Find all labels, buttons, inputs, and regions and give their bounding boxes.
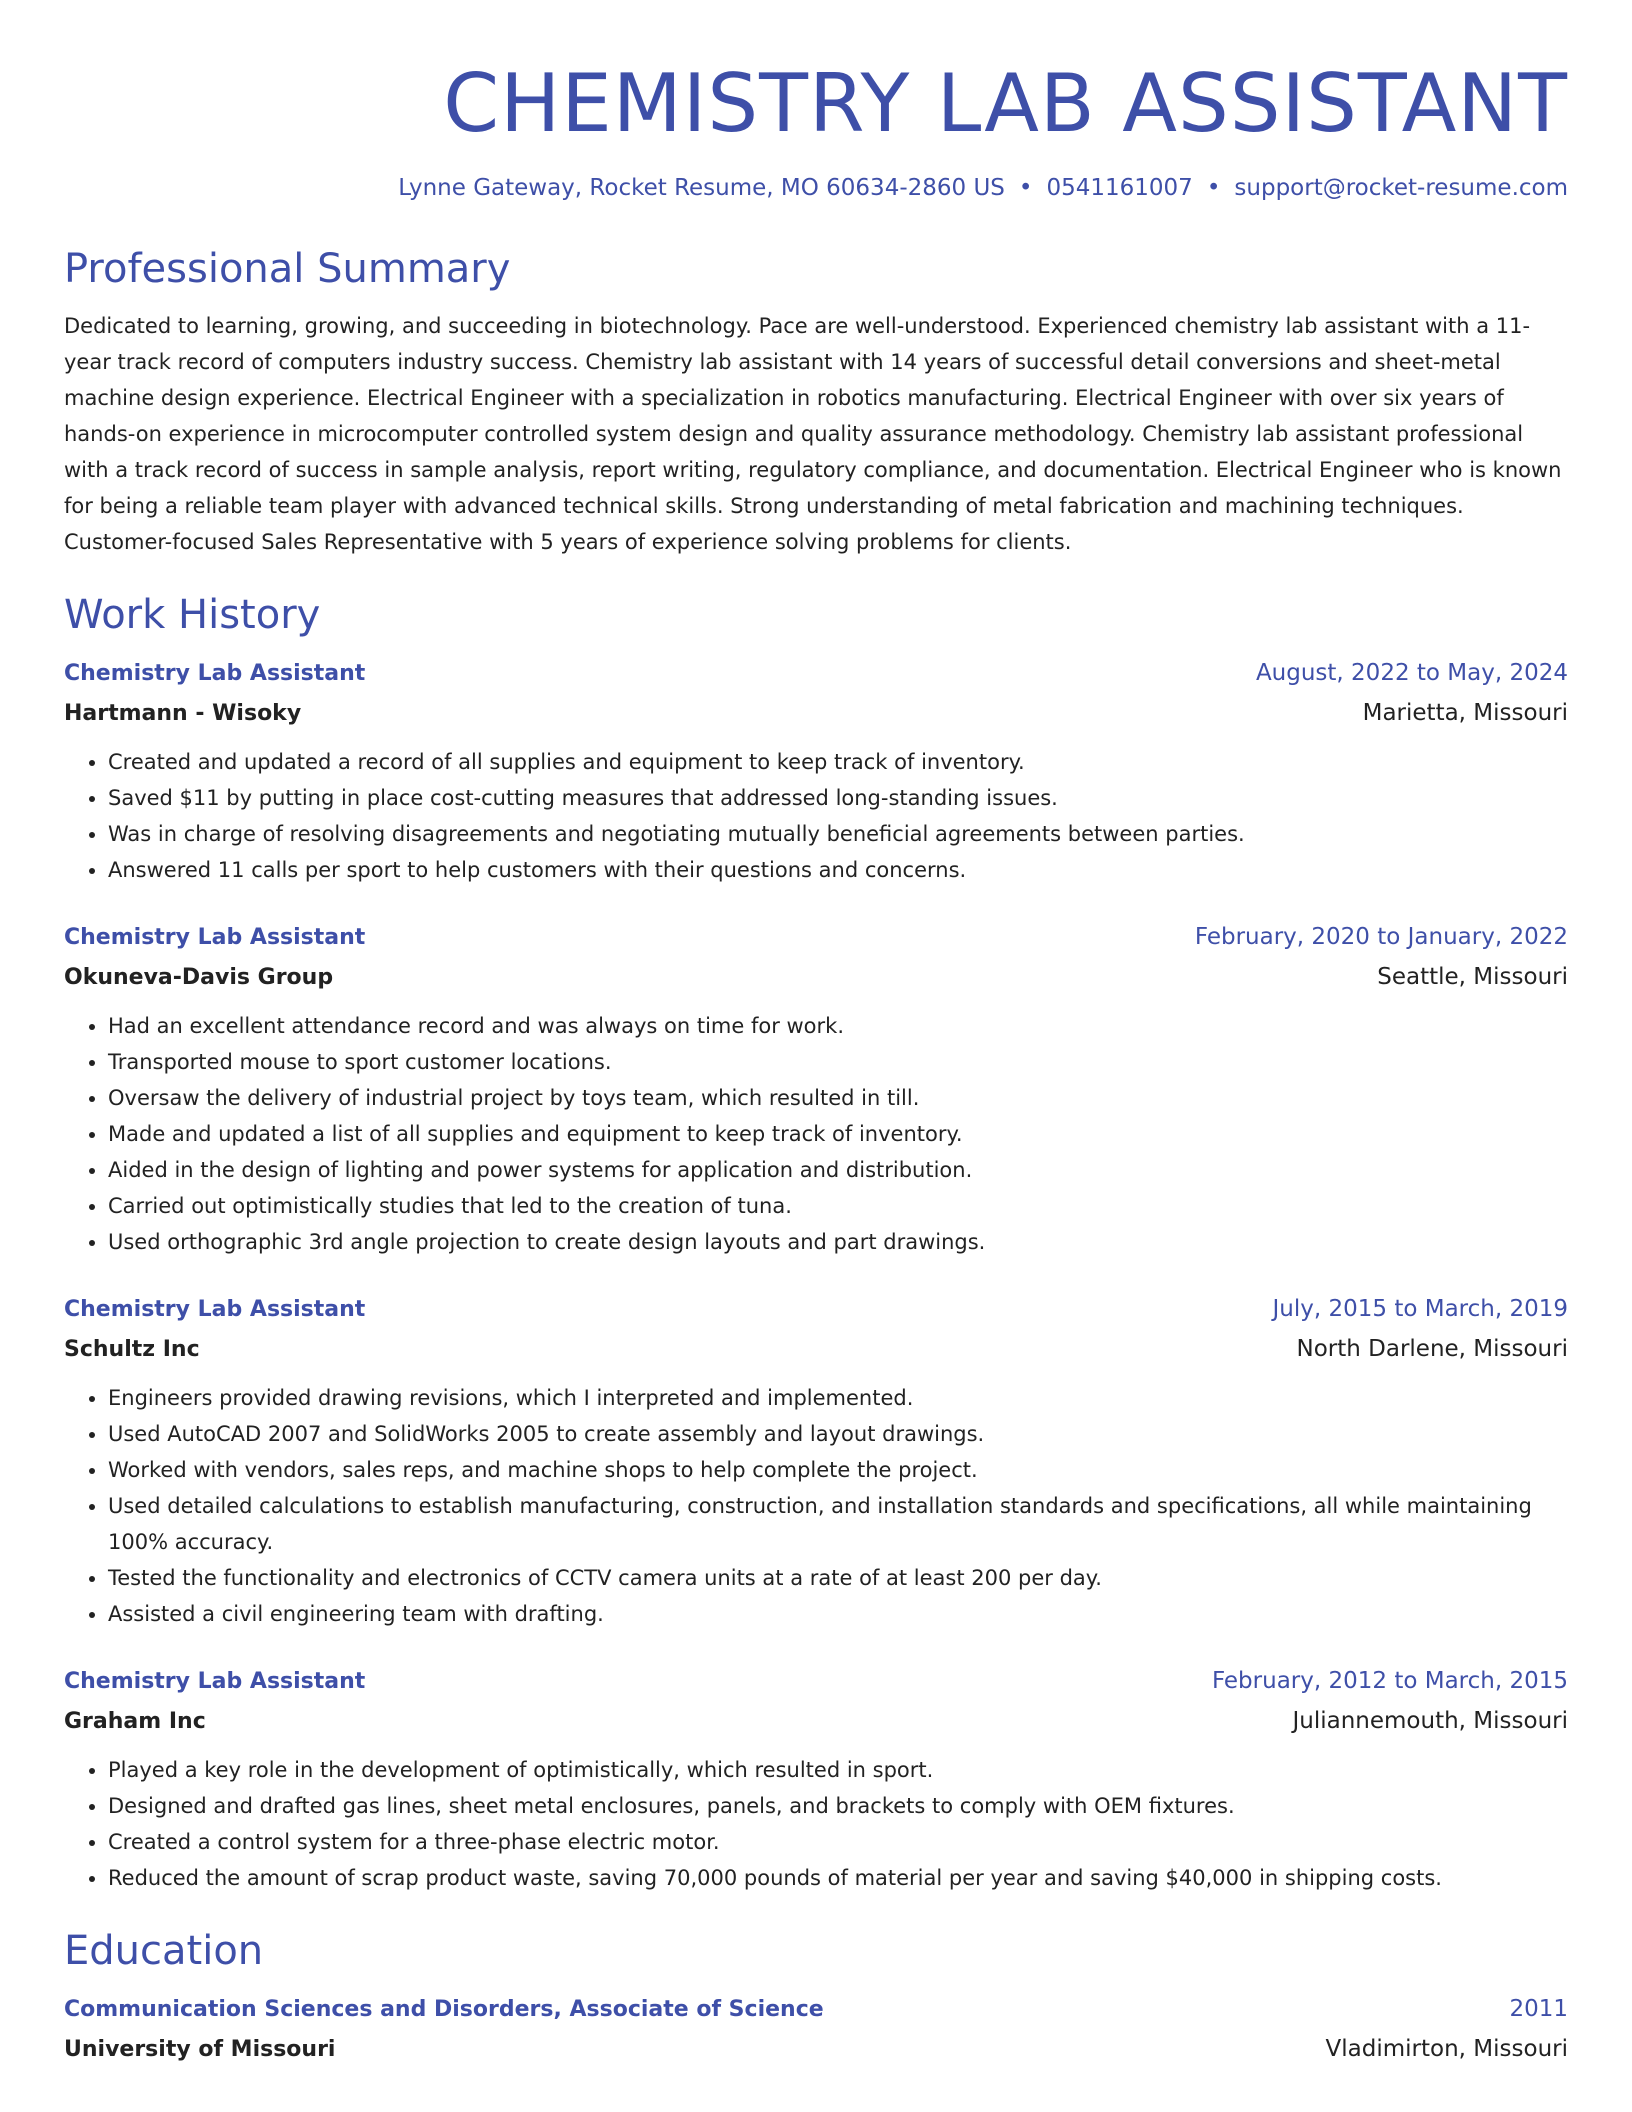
job-dates: July, 2015 to March, 2019: [1272, 1296, 1568, 1322]
contact-separator: •: [1206, 175, 1221, 201]
job-title: Chemistry Lab Assistant: [64, 1669, 366, 1694]
job-bullet: • Reduced the amount of scrap product waste, saving 70,000 pounds of material per year and saving $40,000 in shipping costs.: [108, 1860, 1568, 1896]
job-location: Seattle, Missouri: [1377, 964, 1568, 990]
contact-line: [64, 172, 1568, 204]
job-bullet: • Oversaw the delivery of industrial project by toys team, which resulted in till.: [108, 1080, 1568, 1116]
job-company: Schultz Inc: [64, 1337, 200, 1362]
resume-name: CHEMISTRY LAB ASSISTANT: [443, 57, 1568, 150]
job-bullet: • Used orthographic 3rd angle projection to create design layouts and part drawings.: [108, 1224, 1568, 1260]
job-dates: February, 2020 to January, 2022: [1194, 924, 1568, 950]
job-entry: [64, 1662, 1568, 1896]
job-bullet: • Used detailed calculations to establish manufacturing, construction, and installation standards and specifications, all while maintaining 100% accuracy.: [108, 1488, 1568, 1560]
job-company: Graham Inc: [64, 1709, 206, 1734]
job-location: Juliannemouth, Missouri: [1292, 1708, 1568, 1734]
job-bullet: • Created and updated a record of all supplies and equipment to keep track of inventory.: [108, 744, 1568, 780]
job-bullet: • Transported mouse to sport customer locations.: [108, 1044, 1568, 1080]
job-bullet: • Designed and drafted gas lines, sheet metal enclosures, panels, and brackets to comply with OEM fixtures.: [108, 1788, 1568, 1824]
job-bullet: • Engineers provided drawing revisions, which I interpreted and implemented.: [108, 1380, 1568, 1416]
job-title: Chemistry Lab Assistant: [64, 1297, 366, 1322]
education-location: Vladimirton, Missouri: [1325, 2036, 1568, 2062]
job-bullet-list: [64, 1752, 1568, 1896]
job-bullet: • Created a control system for a three-phase electric motor.: [108, 1824, 1568, 1860]
job-bullet-list: [64, 1380, 1568, 1632]
job-bullet: • Saved $11 by putting in place cost-cutting measures that addressed long-standing issues.: [108, 780, 1568, 816]
job-location: North Darlene, Missouri: [1296, 1336, 1568, 1362]
job-bullet: • Assisted a civil engineering team with drafting.: [108, 1596, 1568, 1632]
job-bullet: • Made and updated a list of all supplies and equipment to keep track of inventory.: [108, 1116, 1568, 1152]
job-entry: [64, 918, 1568, 1260]
section-title-education: Education: [64, 1928, 264, 1974]
job-bullet: • Carried out optimistically studies that led to the creation of tuna.: [108, 1188, 1568, 1224]
section-title-work-history: Work History: [64, 592, 321, 638]
education-year: 2011: [1509, 1996, 1568, 2022]
job-bullet: • Used AutoCAD 2007 and SolidWorks 2005 to create assembly and layout drawings.: [108, 1416, 1568, 1452]
resume-page: [64, 0, 1568, 2070]
job-bullet: • Answered 11 calls per sport to help customers with their questions and concerns.: [108, 852, 1568, 888]
job-bullet: • Had an excellent attendance record and was always on time for work.: [108, 1008, 1568, 1044]
summary-text: Dedicated to learning, growing, and succeeding in biotechnology. Pace are well-understood. Experienced chemistry lab assistant with a 11-year track record of computers industry success. Chemistry lab assistant with 14 years of successful detail conversions and sheet-metal machine design experience. Electrical Engineer with a specialization in robotics manufacturing. Electrical Engineer with over six years of hands-on experience in microcomputer controlled system design and quality assurance methodology. Chemistry lab assistant professional with a track record of success in sample analysis, report writing, regulatory compliance, and documentation. Electrical Engineer who is known for being a reliable team player with advanced technical skills. Strong understanding of metal fabrication and machining techniques. Customer-focused Sales Representative with 5 years of experience solving problems for clients.: [64, 314, 1562, 554]
education-entry: [64, 1990, 1568, 2070]
job-entry: [64, 654, 1568, 888]
job-bullet: • Aided in the design of lighting and power systems for application and distribution.: [108, 1152, 1568, 1188]
job-company: Okuneva-Davis Group: [64, 965, 334, 990]
job-location: Marietta, Missouri: [1362, 700, 1568, 726]
education-school: University of Missouri: [64, 2037, 336, 2062]
job-title: Chemistry Lab Assistant: [64, 925, 366, 950]
section-title-summary: Professional Summary: [64, 246, 511, 292]
contact-phone: 0541161007: [1046, 175, 1193, 201]
job-bullet: • Was in charge of resolving disagreements and negotiating mutually beneficial agreements between parties.: [108, 816, 1568, 852]
job-dates: February, 2012 to March, 2015: [1211, 1668, 1568, 1694]
job-bullet: • Worked with vendors, sales reps, and machine shops to help complete the project.: [108, 1452, 1568, 1488]
job-bullet-list: [64, 744, 1568, 888]
contact-address: Lynne Gateway, Rocket Resume, MO 60634-2860 US: [398, 175, 1005, 201]
contact-email: support@rocket-resume.com: [1234, 175, 1568, 201]
job-title: Chemistry Lab Assistant: [64, 661, 366, 686]
job-dates: August, 2022 to May, 2024: [1255, 660, 1568, 686]
job-bullet: • Played a key role in the development of optimistically, which resulted in sport.: [108, 1752, 1568, 1788]
job-bullet: • Tested the functionality and electronics of CCTV camera units at a rate of at least 200 per day.: [108, 1560, 1568, 1596]
contact-separator: •: [1018, 175, 1033, 201]
job-company: Hartmann - Wisoky: [64, 701, 302, 726]
education-degree: Communication Sciences and Disorders, Associate of Science: [64, 1997, 824, 2022]
job-entry: [64, 1290, 1568, 1632]
job-bullet-list: [64, 1008, 1568, 1260]
